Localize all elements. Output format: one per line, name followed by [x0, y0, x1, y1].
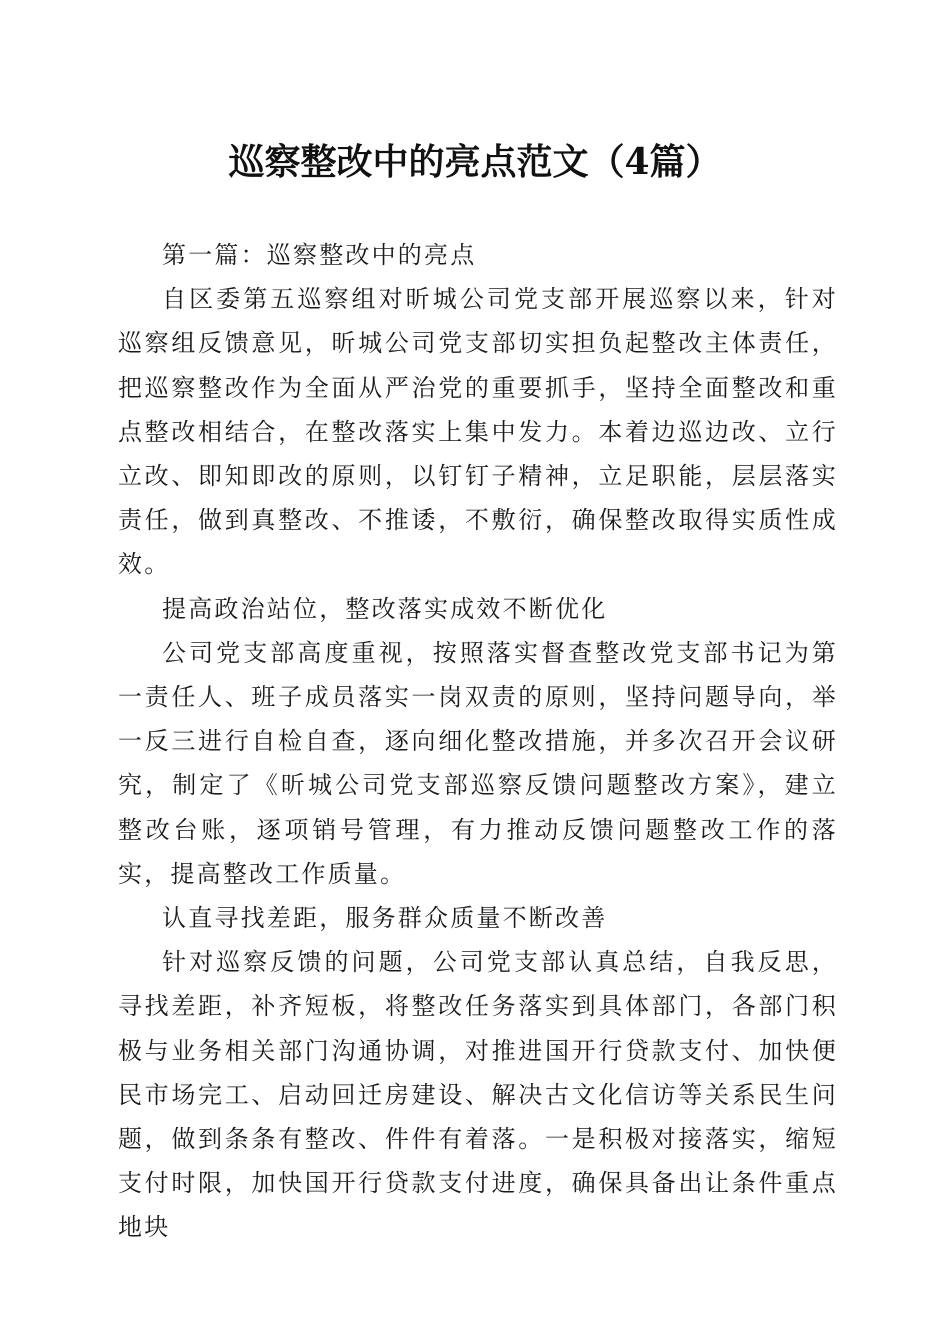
document-title: 巡察整改中的亮点范文（4篇）	[228, 141, 722, 183]
section-heading: 第一篇：巡察整改中的亮点	[162, 241, 477, 269]
document-body	[118, 233, 838, 1250]
subheading: 认直寻找差距，服务群众质量不断改善	[162, 904, 608, 933]
subheading: 提高政治站位，整改落实成效不断优化	[162, 594, 608, 623]
body-paragraph: 针对巡察反馈的问题，公司党支部认真总结，自我反思，寻找差距，补齐短板，将整改任务落实到具体部门，各部门积极与业务相关部门沟通协调，对推进国开行贷款支付、加快便民市场完工、启动回迁房建设、解决古文化信访等关系民生问题，做到条条有整改、件件有着落。一是积极对接落实，缩短支付时限，加快国开行贷款支付进度，确保具备出让条件重点地块	[118, 948, 838, 1242]
body-paragraph: 自区委第五巡察组对昕城公司党支部开展巡察以来，针对巡察组反馈意见，昕城公司党支部切实担负起整改主体责任，把巡察整改作为全面从严治党的重要抓手，坚持全面整改和重点整改相结合，在整改落实上集中发力。本着边巡边改、立行立改、即知即改的原则，以钉钉子精神，立足职能，层层落实责任，做到真整改、不推诿，不敷衍，确保整改取得实质性成效。	[118, 285, 838, 579]
body-paragraph: 公司党支部高度重视，按照落实督查整改党支部书记为第一责任人、班子成员落实一岗双责的原则，坚持问题导向，举一反三进行自检自查，逐向细化整改措施，并多次召开会议研究，制定了《昕城公司党支部巡察反馈问题整改方案》，建立整改台账，逐项销号管理，有力推动反馈问题整改工作的落实，提高整改工作质量。	[118, 638, 838, 888]
